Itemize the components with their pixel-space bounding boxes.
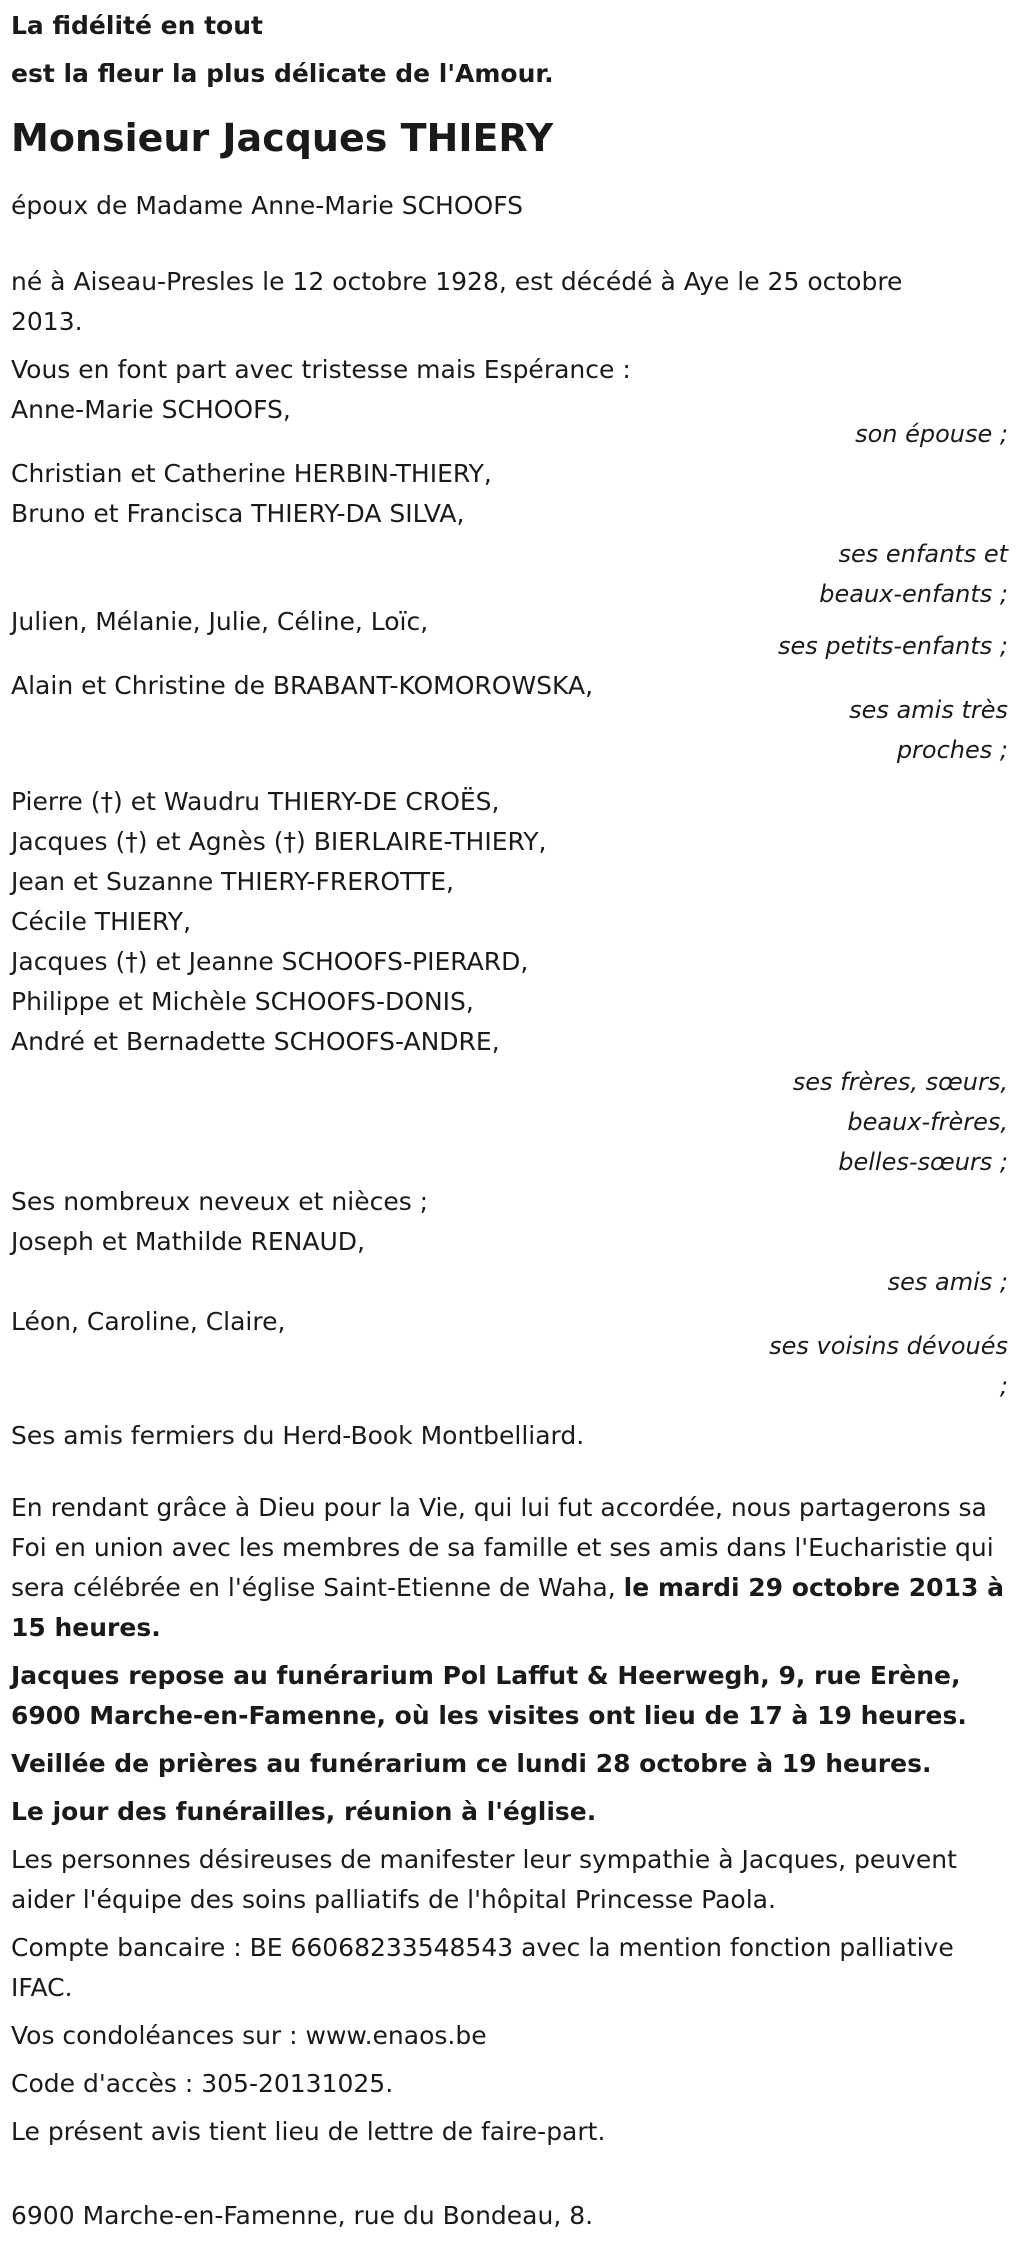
family-role-line: ses voisins dévoués	[769, 1332, 1008, 1360]
funerarium-paragraph: Jacques repose au funérarium Pol Laffut & Heerwegh, 9, rue Erène, 6900 Marche-en-Famenne, où les visites ont lieu de 17 à 19 heures.	[11, 1661, 967, 1730]
ceremony-paragraph	[11, 1488, 1011, 1648]
family-name-line: Joseph et Mathilde RENAUD,	[11, 1227, 365, 1256]
family-name-line: Alain et Christine de BRABANT-KOMOROWSKA,	[11, 671, 594, 700]
access-code-line: Code d'accès : 305-20131025.	[11, 2069, 394, 2098]
family-name-line: Julien, Mélanie, Julie, Céline, Loïc,	[11, 607, 429, 636]
family-group-spouse	[11, 390, 1011, 454]
vigil-line: Veillée de prières au funérarium ce lundi 28 octobre à 19 heures.	[11, 1749, 932, 1778]
family-role	[11, 414, 1011, 454]
family-role-line: beaux-frères,	[847, 1108, 1008, 1136]
epigraph-line-2: est la fleur la plus délicate de l'Amour.	[11, 59, 554, 88]
family-role-line: ;	[999, 1372, 1008, 1400]
family-name-line: Jacques (†) et Jeanne SCHOOFS-PIERARD,	[11, 947, 529, 976]
farmers-line: Ses amis fermiers du Herd-Book Montbelliard.	[11, 1421, 585, 1450]
family-group-children	[11, 454, 1011, 614]
family-role-line: son épouse ;	[855, 420, 1008, 448]
family-role-line: beaux-enfants ;	[819, 580, 1008, 608]
intro-line: Vous en font part avec tristesse mais Espérance :	[11, 355, 631, 384]
sympathy-paragraph: Les personnes désireuses de manifester leur sympathie à Jacques, peuvent aider l'équipe des soins palliatifs de l'hôpital Princesse Paola.	[11, 1845, 957, 1914]
family-group-friends	[11, 1182, 1011, 1302]
family-name-line: Pierre (†) et Waudru THIERY-DE CROËS,	[11, 787, 500, 816]
family-name-line: Ses nombreux neveux et nièces ;	[11, 1187, 429, 1216]
ceremony-date: le mardi 29 octobre 2013 à 15 heures.	[11, 1573, 1004, 1642]
funeral-day-line: Le jour des funérailles, réunion à l'église.	[11, 1797, 597, 1826]
family-name-line: Christian et Catherine HERBIN-THIERY,	[11, 459, 492, 488]
family-role	[11, 626, 1011, 666]
condolences-line: Vos condoléances sur : www.enaos.be	[11, 2021, 487, 2050]
family-group-close-friends	[11, 666, 1011, 770]
family-name-line: Léon, Caroline, Claire,	[11, 1307, 286, 1336]
family-role-line: belles-sœurs ;	[838, 1148, 1008, 1176]
family-name-line: Anne-Marie SCHOOFS,	[11, 395, 291, 424]
family-role-line: proches ;	[896, 736, 1008, 764]
family-name-line: Cécile THIERY,	[11, 907, 192, 936]
birth-death-line-1: né à Aiseau-Presles le 12 octobre 1928, est décédé à Aye le 25 octobre	[11, 267, 903, 296]
family-role-line: ses amis ;	[887, 1268, 1008, 1296]
family-name-line: André et Bernadette SCHOOFS-ANDRE,	[11, 1027, 500, 1056]
family-role	[11, 1062, 1011, 1182]
bank-paragraph: Compte bancaire : BE 66068233548543 avec la mention fonction palliative IFAC.	[11, 1933, 954, 2002]
family-role-line: ses enfants et	[838, 540, 1008, 568]
obituary-notice	[0, 2, 1022, 2255]
family-role	[11, 690, 1011, 770]
family-role-line: ses amis très	[849, 696, 1008, 724]
family-role	[11, 1326, 1011, 1406]
birth-death-line-2: 2013.	[11, 307, 83, 336]
family-role	[11, 1262, 1011, 1302]
family-role-line: ses frères, sœurs,	[792, 1068, 1008, 1096]
family-name-line: Bruno et Francisca THIERY-DA SILVA,	[11, 499, 465, 528]
notice-line: Le présent avis tient lieu de lettre de faire-part.	[11, 2117, 606, 2146]
family-role	[11, 534, 1011, 614]
epigraph-line-1: La fidélité en tout	[11, 11, 263, 40]
family-group-siblings	[11, 782, 1011, 1182]
family-group-neighbours	[11, 1302, 1011, 1406]
family-name-line: Jean et Suzanne THIERY-FREROTTE,	[11, 867, 454, 896]
spouse-line: époux de Madame Anne-Marie SCHOOFS	[11, 191, 524, 220]
family-name-line: Jacques (†) et Agnès (†) BIERLAIRE-THIERY,	[11, 827, 547, 856]
family-role-line: ses petits-enfants ;	[777, 632, 1008, 660]
address-line: 6900 Marche-en-Famenne, rue du Bondeau, 8.	[11, 2201, 594, 2230]
deceased-name-title: Monsieur Jacques THIERY	[11, 116, 554, 160]
family-name-line: Philippe et Michèle SCHOOFS-DONIS,	[11, 987, 474, 1016]
ceremony-text: En rendant grâce à Dieu pour la Vie, qui lui fut accordée, nous partagerons sa Foi en union avec les membres de sa famille et ses amis dans l'Eucharistie qui sera célébrée en l'église Saint-Etienne de Waha,	[11, 1493, 994, 1602]
